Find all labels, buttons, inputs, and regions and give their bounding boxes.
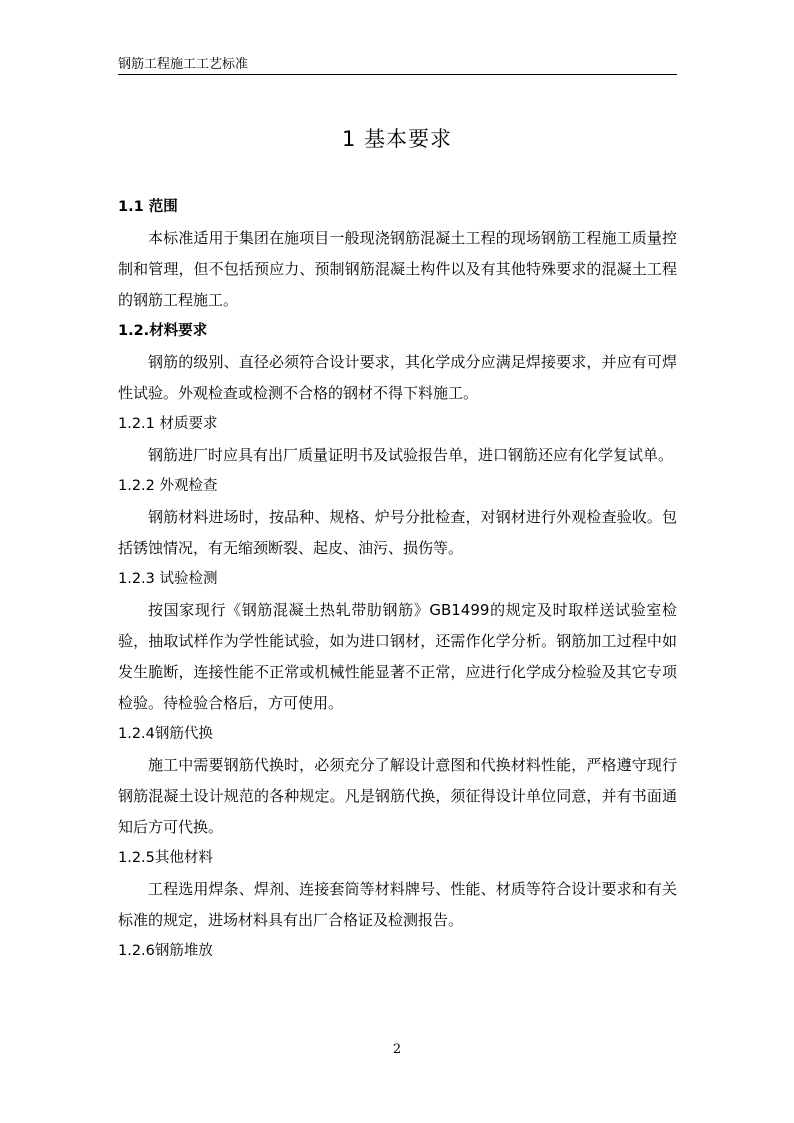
section-body-1-2-5: 工程选用焊条、焊剂、连接套筒等材料牌号、性能、材质等符合设计要求和有关标准的规定，进场材料具有出厂合格证及检测报告。 xyxy=(118,880,677,929)
section-heading-1-2-5: 1.2.5其他材料 xyxy=(118,850,213,866)
section-body-1-2-2: 钢筋材料进场时，按品种、规格、炉号分批检查，对钢材进行外观检查验收。包括锈蚀情况，有无缩颈断裂、起皮、油污、损伤等。 xyxy=(118,508,677,557)
running-header: 钢筋工程施工工艺标准 xyxy=(118,56,677,75)
section-heading-1-1: 1.1 范围 xyxy=(118,199,178,215)
section-heading-1-2-1: 1.2.1 材质要求 xyxy=(118,416,218,432)
section-body-1-2-1: 钢筋进厂时应具有出厂质量证明书及试验报告单，进口钢筋还应有化学复试单。 xyxy=(148,446,674,464)
section-body-1-2-4: 施工中需要钢筋代换时，必须充分了解设计意图和代换材料性能，严格遵守现行钢筋混凝土设计规范的各种规定。凡是钢筋代换，须征得设计单位同意，并有书面通知后方可代换。 xyxy=(118,756,677,836)
section-body-1-2: 钢筋的级别、直径必须符合设计要求，其化学成分应满足焊接要求，并应有可焊性试验。外观检查或检测不合格的钢材不得下料施工。 xyxy=(118,353,677,402)
section-heading-1-2: 1.2.材料要求 xyxy=(118,323,208,339)
document-body xyxy=(118,192,677,967)
section-heading-1-2-6: 1.2.6钢筋堆放 xyxy=(118,943,213,959)
section-body-1-1: 本标准适用于集团在施项目一般现浇钢筋混凝土工程的现场钢筋工程施工质量控制和管理，但不包括预应力、预制钢筋混凝土构件以及有其他特殊要求的混凝土工程的钢筋工程施工。 xyxy=(118,229,677,309)
page-number: 2 xyxy=(392,1042,402,1057)
section-heading-1-2-3: 1.2.3 试验检测 xyxy=(118,571,218,587)
section-heading-1-2-4: 1.2.4钢筋代换 xyxy=(118,726,213,742)
section-body-1-2-3: 按国家现行《钢筋混凝土热轧带肋钢筋》GB1499的规定及时取样送试验室检验，抽取试样作为学性能试验，如为进口钢材，还需作化学分析。钢筋加工过程中如发生脆断，连接性能不正常或机械性能显著不正常，应进行化学成分检验及其它专项检验。待检验合格后，方可使用。 xyxy=(118,601,677,712)
chapter-title: 1 基本要求 xyxy=(341,127,453,151)
section-heading-1-2-2: 1.2.2 外观检查 xyxy=(118,478,218,494)
